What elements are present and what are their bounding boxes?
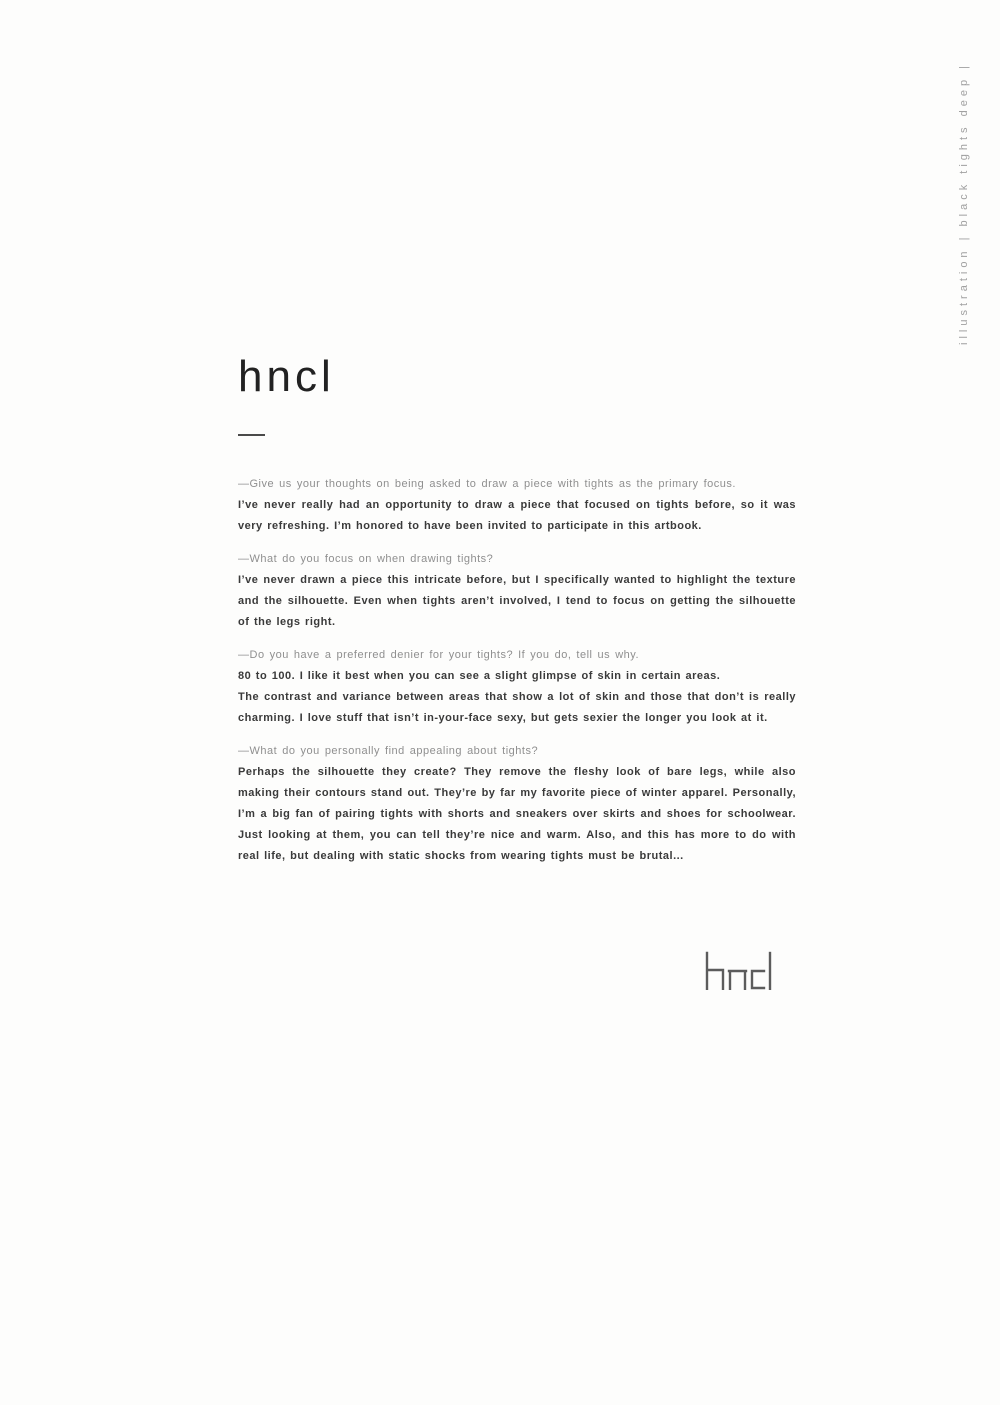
signature-letter-n [729,971,746,989]
interview-answer: 80 to 100. I like it best when you can see a slight glimpse of skin in certain areas. [238,670,721,682]
side-vertical-caption: illustration | black tights deep | [958,62,970,345]
interview-answer: The contrast and variance between areas that show a lot of skin and those that don’t is really charming. I love stuff that isn’t in-your-face sexy, but gets sexier the longer you look at it. [238,691,796,724]
qa-block [238,474,796,537]
qa-block [238,549,796,633]
interview-question: —What do you focus on when drawing tights? [238,553,494,565]
qa-list [238,474,796,867]
interview-column [238,352,796,879]
interview-answer: I’ve never really had an opportunity to draw a piece that focused on tights before, so it was very refreshing. I’m honored to have been invited to participate in this artbook. [238,499,796,532]
signature-letter-h [707,953,723,989]
interview-question: —Give us your thoughts on being asked to draw a piece with tights as the primary focus. [238,478,736,490]
interview-question: —Do you have a preferred denier for your tights? If you do, tell us why. [238,649,640,661]
qa-block [238,741,796,867]
qa-block [238,645,796,729]
title-rule [238,434,265,436]
interview-answer: I’ve never drawn a piece this intricate before, but I specifically wanted to highlight the texture and the silhouette. Even when tights aren’t involved, I tend to focus on getting the silhouette of the legs right. [238,574,796,628]
interview-question: —What do you personally find appealing about tights? [238,745,539,757]
signature-letter-c [752,971,764,988]
interview-answer: Perhaps the silhouette they create? They remove the fleshy look of bare legs, while also making their contours stand out. They’re by far my favorite piece of winter apparel. Personally, I’m a big fan of pairing tights with shorts and sneakers over skirts and shoes for schoolwear. Just looking at them, you can tell they’re nice and warm. Also, and this has more to do with real life, but dealing with static shocks from wearing tights must be brutal... [238,766,796,862]
page-title: hncl [238,352,335,401]
hncl-signature-logo [703,950,775,990]
